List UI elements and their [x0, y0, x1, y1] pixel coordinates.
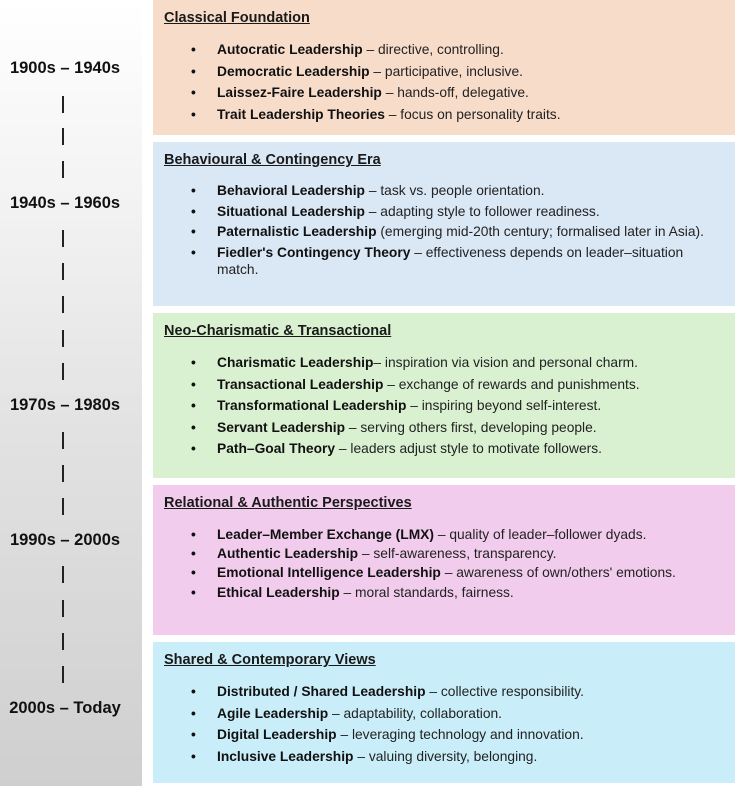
theory-description: – effectiveness depends on leader–situation match.: [217, 244, 684, 277]
timeline-column: [0, 0, 142, 786]
panel-neo-charismatic: [153, 313, 735, 478]
theory-description: – inspiration via vision and personal charm.: [373, 355, 639, 370]
list-item: [164, 354, 723, 371]
theory-list: [164, 41, 723, 123]
theory-description: – task vs. people orientation.: [365, 183, 545, 198]
theory-name: Laissez-Faire Leadership: [217, 85, 382, 100]
list-item: [164, 705, 723, 722]
theory-description: – participative, inclusive.: [369, 63, 523, 79]
theory-name: Distributed / Shared Leadership: [217, 684, 426, 699]
list-item: [164, 63, 723, 80]
list-item: [164, 244, 723, 279]
timeline-tick: [62, 161, 64, 178]
theory-description: – valuing diversity, belonging.: [353, 748, 538, 764]
theory-name: Trait Leadership Theories: [217, 106, 385, 122]
theory-description: – adaptability, collaboration.: [328, 705, 503, 721]
theory-name: Agile Leadership: [217, 705, 329, 721]
timeline-tick: [62, 363, 64, 380]
theory-description: – leaders adjust style to motivate followers.: [335, 441, 602, 456]
theory-description: – collective responsibility.: [425, 684, 585, 699]
theory-name: Authentic Leadership: [217, 546, 359, 562]
list-item: [164, 376, 723, 393]
theory-description: – moral standards, fairness.: [339, 584, 514, 600]
list-item: [164, 419, 723, 436]
list-item: [164, 584, 723, 601]
theory-name: Transactional Leadership: [217, 376, 384, 392]
panel-title: Neo-Charismatic & Transactional: [164, 323, 392, 339]
list-item: [164, 545, 723, 562]
timeline-tick: [62, 633, 64, 650]
timeline-tick: [62, 432, 64, 449]
list-item: [164, 526, 723, 543]
theory-description: – focus on personality traits.: [384, 106, 561, 122]
timeline-tick: [62, 96, 64, 113]
period-label-1990s-2000s: 1990s – 2000s: [9, 531, 121, 549]
list-item: [164, 440, 723, 457]
theory-description: – adapting style to follower readiness.: [364, 203, 600, 219]
panel-title: Relational & Authentic Perspectives: [164, 495, 412, 511]
list-item: [164, 84, 723, 101]
panel-behavioural-contingency: [153, 142, 735, 306]
theory-description: (emerging mid-20th century; formalised later in Asia).: [376, 224, 704, 239]
theory-list: [164, 526, 723, 601]
theory-name: Emotional Intelligence Leadership: [217, 565, 441, 581]
panel-title: Behavioural & Contingency Era: [164, 152, 381, 168]
theory-description: – self-awareness, transparency.: [358, 546, 557, 562]
theory-name: Paternalistic Leadership: [217, 224, 377, 239]
theory-description: – awareness of own/others' emotions.: [440, 565, 676, 581]
panel-title: Classical Foundation: [164, 10, 310, 26]
list-item: [164, 748, 723, 765]
theory-description: – inspiring beyond self-interest.: [406, 398, 602, 413]
list-item: [164, 41, 723, 58]
theory-name: Democratic Leadership: [217, 63, 370, 79]
timeline-tick: [62, 566, 64, 583]
timeline-tick: [62, 330, 64, 347]
theory-name: Transformational Leadership: [217, 398, 407, 413]
theory-list: [164, 182, 723, 279]
theory-name: Leader–Member Exchange (LMX): [217, 527, 434, 542]
list-item: [164, 397, 723, 414]
theory-name: Situational Leadership: [217, 203, 365, 219]
period-label-1970s-1980s: 1970s – 1980s: [9, 396, 121, 414]
theory-name: Behavioral Leadership: [217, 183, 365, 198]
theory-description: – leveraging technology and innovation.: [336, 727, 584, 742]
theory-name: Autocratic Leadership: [217, 42, 363, 57]
theory-name: Fiedler's Contingency Theory: [217, 244, 411, 260]
theory-description: – serving others first, developing people.: [345, 419, 597, 435]
theory-name: Inclusive Leadership: [217, 748, 354, 764]
list-item: [164, 683, 723, 700]
theory-description: – quality of leader–follower dyads.: [433, 527, 647, 542]
theory-description: – hands-off, delegative.: [381, 85, 529, 100]
list-item: [164, 564, 723, 581]
theory-name: Charismatic Leadership: [217, 355, 374, 370]
list-item: [164, 223, 723, 241]
column-divider: [142, 0, 148, 786]
panel-shared-contemporary: [153, 642, 735, 783]
theory-description: – directive, controlling.: [362, 42, 504, 57]
period-label-2000s-today: 2000s – Today: [9, 699, 121, 717]
timeline-tick: [62, 128, 64, 145]
period-label-1940s-1960s: 1940s – 1960s: [9, 194, 121, 212]
timeline-tick: [62, 296, 64, 313]
panel-title: Shared & Contemporary Views: [164, 652, 376, 668]
timeline-tick: [62, 600, 64, 617]
timeline-tick: [62, 230, 64, 247]
theory-name: Servant Leadership: [217, 419, 346, 435]
panel-classical-foundation: [153, 0, 735, 135]
timeline-tick: [62, 498, 64, 515]
period-label-1900s-1940s: 1900s – 1940s: [9, 59, 121, 77]
theory-list: [164, 354, 723, 457]
timeline-tick: [62, 465, 64, 482]
theory-description: – exchange of rewards and punishments.: [383, 376, 640, 392]
timeline-tick: [62, 666, 64, 683]
list-item: [164, 182, 723, 200]
theory-name: Ethical Leadership: [217, 584, 340, 600]
panel-relational-authentic: [153, 485, 735, 635]
theory-name: Path–Goal Theory: [217, 441, 336, 456]
list-item: [164, 203, 723, 221]
theory-name: Digital Leadership: [217, 727, 337, 742]
list-item: [164, 726, 723, 743]
list-item: [164, 106, 723, 123]
timeline-tick: [62, 263, 64, 280]
theory-list: [164, 683, 723, 765]
